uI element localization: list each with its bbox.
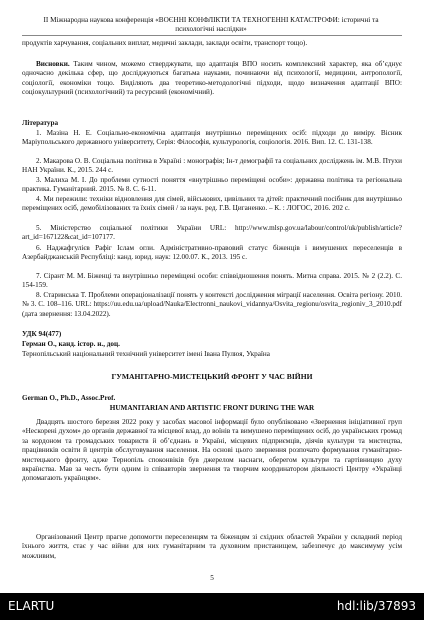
- reference-item: 6. Наджафгулієв Рафіг Іслам огли. Адміністративно-правовий статус біженців і вимушених переселенців в Азербайджанській Республіці: канд. юрид. наук: 12.00.07. К., 2013. 195 с.: [22, 244, 402, 262]
- author-affiliation: Тернопільський національний технічний університет імені Івана Пулюя, Україна: [22, 350, 270, 358]
- continuation-paragraph: продуктів харчування, соціальних виплат, медичні заклади, заклади освіти, транспорт тощо).: [22, 39, 308, 47]
- reference-item: 5. Міністерство соціальної політики України URL: http://www.mlsp.gov.ua/labour/control/uk/publish/article?art_id=167122&cat_id=107177.: [22, 224, 402, 242]
- udc-code: УДК 94(477): [22, 330, 62, 338]
- reference-item: 7. Сірант М. М. Біженці та внутрішньо переміщені особи: співвідношення понять. Митна справа. 2015. № 2 (2.2). С. 154-159.: [22, 272, 402, 290]
- footer-source: ELARTU: [8, 599, 55, 613]
- footer-bar: [0, 593, 424, 620]
- body-paragraph: Двадцять шостого березня 2022 року у засобах масової інформації було опубліковано «Звернення ініціативної груп «Нескорені духом» до органів державної та місцевої влад, до воїнів та вимушено переміщених осіб, до українських громад за кордоном та громадських товариств й об’єднань в Україні, місцевих підприємців, діячів культури та мистецтва, працівників освіти й центрів обслуговування населення. На основі цього звернення розпочато формування гуманітарно-мистецького фронту, адже Тернопіль споконвіків був джерелом наснаги, оберегом культури та гартівницею духу вкраїнства. Мав за честь бути одним із співавторів звернення та творчим координатором діяльності Центру «Українці допомагають українцям».: [22, 418, 402, 483]
- reference-item: 3. Малиха М. І. До проблеми сутності поняття «внутрішньо переміщені особи»: державна політика та регіональна практика. Гуманітарний. 2015. № 8. С. 6-11.: [22, 176, 402, 194]
- author-en: German O., Ph.D., Assoc.Prof.: [22, 394, 116, 402]
- body-paragraph: Організований Центр прагне допомогти переселенцям та біженцям зі східних областей України у складний період їхнього життя, стає у час війни для них гуманітарним та духовним пристанищем, забезпечує до максимуму усім можливим,: [22, 533, 402, 560]
- reference-item: 1. Мазіна Н. Е. Соціально-економічна адаптація внутрішньо переміщених осіб: підходи до виміру. Вісник Маріупольського державного університету, Серія: Філософія, культурологія, соціологія. 2016. Вип. 12. С. 131-138.: [22, 129, 402, 147]
- conclusions-paragraph: [22, 60, 402, 98]
- footer-handle: hdl:lib/37893: [336, 599, 416, 613]
- conclusions-label: Висновки.: [36, 60, 70, 68]
- author-ua: Герман О., канд. істор. н., доц.: [22, 340, 120, 348]
- header-divider: [22, 35, 402, 36]
- conference-header: II Міжнародна наукова конференція «ВОЄННІ КОНФЛІКТИ ТА ТЕХНОГЕННІ КАТАСТРОФИ: історичні та психологічні наслідки»: [43, 16, 379, 34]
- article-title-en: HUMANITARIAN AND ARTISTIC FRONT DURING THE WAR: [109, 404, 315, 412]
- reference-item: 4. Ми пережили: техніки відновлення для сімей, військових, цивільних та дітей: практичний посібник для внутрішньо переміщених осіб, демобілізованих та їхніх сімей / за наук. ред. Г.В. Циганенко. – К. : ЛОГОС, 2016. 202 с.: [22, 195, 402, 213]
- page-number: 5: [210, 574, 214, 582]
- article-title-ua: ГУМАНІТАРНО-МИСТЕЦЬКИЙ ФРОНТ У ЧАС ВІЙНИ: [111, 372, 313, 381]
- reference-item: 8. Старинська Т. Проблеми операціоналізації понять у контексті дослідження міграції населення. Освіта регіону. 2010. № 3. С. 108–116. URL: https://uu.edu.ua/upload/Nauka/Electronni_naukovi_vidannya/Osvita_regionu/osvita_regioniv_3_2010.pdf (дата звернення: 13.04.2022).: [22, 291, 402, 318]
- conclusions-text: Таким чином, можемо стверджувати, що адаптація ВПО носить комплексний характер, яка об’єднує одночасно декілька сфер, що досліджуються багатьма науками, починаючи від психології, медицини, антропології, соціології, економіки тощо. Виділяють два теоретико-методологічні підходи, щодо визначення адаптації ВПО: соціокультурний (психологічний) та ресурсний (економічний).: [22, 60, 402, 97]
- literature-heading: Література: [22, 119, 59, 127]
- reference-item: 2. Макарова О. В. Соціальна політика в Україні : монографія; Ін-т демографії та соціальних досліджень ім. М.В. Птухи НАН України. К., 2015. 244 с.: [22, 157, 402, 175]
